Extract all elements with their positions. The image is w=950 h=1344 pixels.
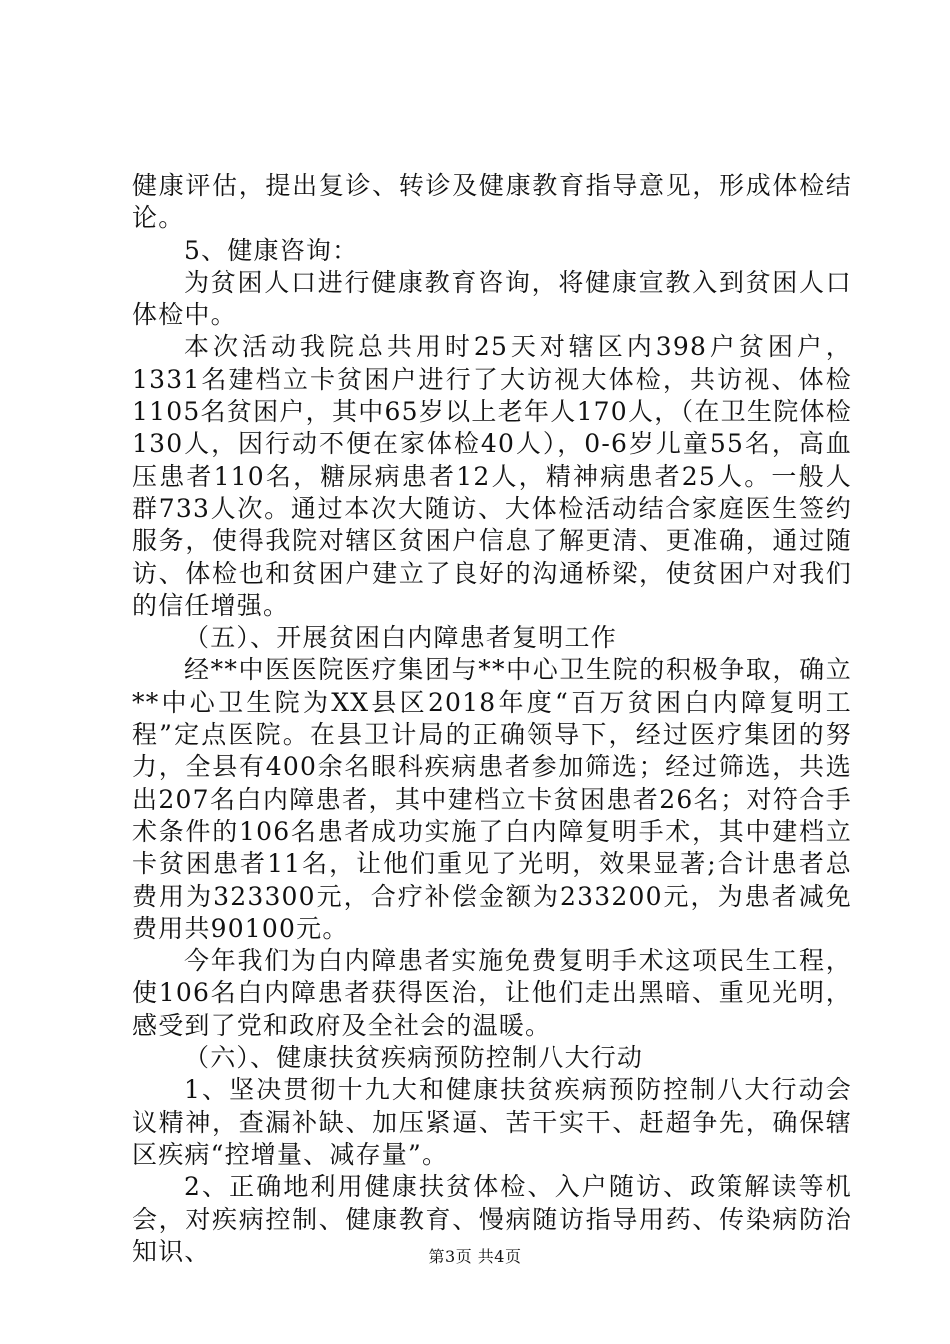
paragraph-cataract-program: 经**中医医院医疗集团与**中心卫生院的积极争取，确立**中心卫生院为XX县区2018年度“百万贫困白内障复明工程”定点医院。在县卫计局的正确领导下，经过医疗集团的努力，全县有400余名眼科疾病患者参加筛选；经过筛选，共选出207名白内障患者，其中建档立卡贫困患者26名；对符合手术条件的106名患者成功实施了白内障复明手术，其中建档立卡贫困患者11名，让他们重见了光明，效果显著;合计患者总费用为323300元，合疗补偿金额为233200元，为患者减免费用共90100元。 bbox=[132, 655, 852, 943]
paragraph-prevention-item-2: 2、正确地利用健康扶贫体检、入户随访、政策解读等机会，对疾病控制、健康教育、慢病随访指导用药、传染病防治知识、 bbox=[132, 1172, 852, 1266]
section-heading-cataract: （五）、开展贫困白内障患者复明工作 bbox=[184, 623, 617, 653]
section-heading-disease-prevention: （六）、健康扶贫疾病预防控制八大行动 bbox=[184, 1043, 644, 1073]
paragraph-health-assessment: 健康评估，提出复诊、转诊及健康教育指导意见，形成体检结论。 bbox=[132, 171, 852, 233]
document-body bbox=[132, 170, 852, 1268]
heading-health-consultation: 5、健康咨询： bbox=[184, 235, 359, 265]
paragraph-health-consultation: 为贫困人口进行健康教育咨询，将健康宣教入到贫困人口体检中。 bbox=[132, 267, 852, 330]
paragraph-visit-statistics: 本次活动我院总共用时25天对辖区内398户贫困户，1331名建档立卡贫困户进行了大访视大体检，共访视、体检1105名贫困户，其中65岁以上老年人170人，（在卫生院体检130人，因行动不便在家体检40人），0-6岁儿童55名，高血压患者110名，糖尿病患者12人，精神病患者25人。一般人群733人次。通过本次大随访、大体检活动结合家庭医生签约服务，使得我院对辖区贫困户信息了解更清、更准确，通过随访、体检也和贫困户建立了良好的沟通桥梁，使贫困户对我们的信任增强。 bbox=[132, 332, 852, 620]
paragraph-cataract-summary: 今年我们为白内障患者实施免费复明手术这项民生工程，使106名白内障患者获得医治，让他们走出黑暗、重见光明，感受到了党和政府及全社会的温暖。 bbox=[132, 946, 852, 1040]
paragraph-prevention-item-1: 1、坚决贯彻十九大和健康扶贫疾病预防控制八大行动会议精神，查漏补缺、加压紧逼、苦干实干、赶超争先，确保辖区疾病“控增量、减存量”。 bbox=[132, 1075, 852, 1169]
page-number-footer: 第3页 共4页 bbox=[428, 1247, 522, 1266]
